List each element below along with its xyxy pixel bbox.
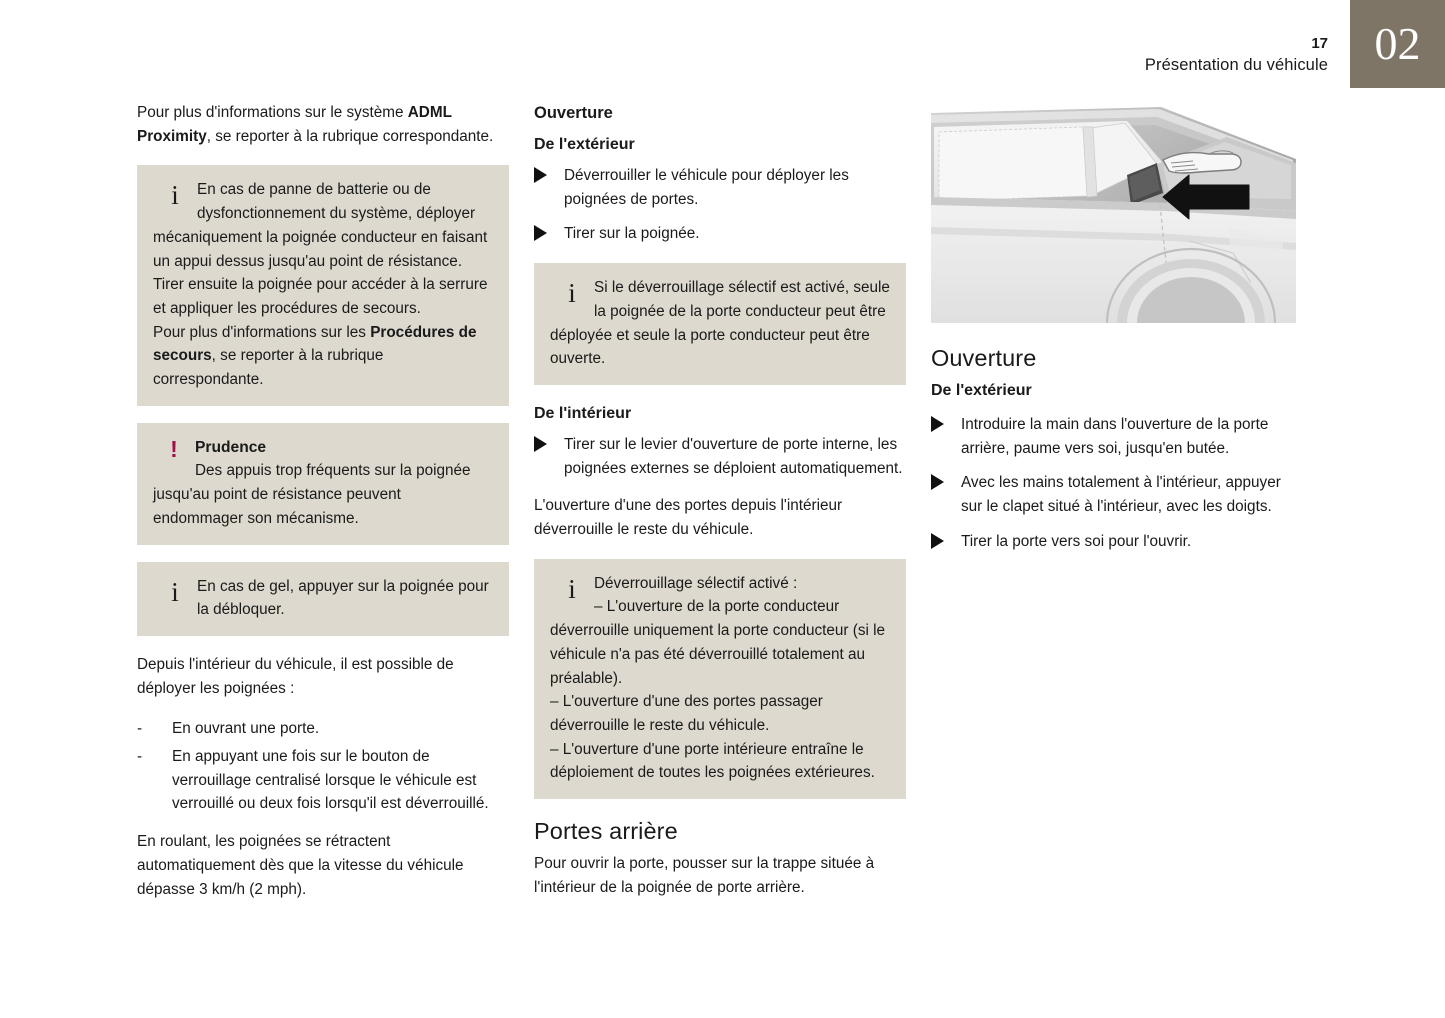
triangle-bullet-icon (534, 436, 547, 452)
paragraph-deploy-handles: Depuis l'intérieur du véhicule, il est possible de déployer les poignées : (137, 655, 454, 697)
caution-box-body: Des appuis trop fréquents sur la poignée jusqu'au point de résistance peuvent endommager son mécanisme. (153, 462, 471, 527)
list-item (931, 530, 1303, 554)
triangle-bullet-icon (931, 474, 944, 490)
heading-de-l-exterieur-col2: De l'extérieur (534, 136, 635, 153)
info-box-selective-unlock-details-text (550, 572, 890, 785)
info-i-icon: i (568, 278, 576, 309)
interior-steps-list-col2 (534, 433, 906, 480)
list-item-label: En appuyant une fois sur le bouton de verrouillage centralisé lorsque le véhicule est verrouillé ou deux fois lorsqu'il est déverrouillé. (172, 748, 489, 813)
exterior-steps-list-col3 (931, 413, 1303, 554)
list-item (931, 471, 1303, 518)
list-item-label: En ouvrant une porte. (172, 720, 320, 738)
content-columns (137, 101, 1303, 901)
exterior-steps-list-col2 (534, 164, 906, 246)
list-item (534, 164, 906, 211)
intro-text-1: Pour plus d'informations sur le système (137, 104, 408, 121)
heading-ouverture-col3: Ouverture (931, 345, 1037, 371)
list-item-label: Tirer sur la poignée. (564, 225, 700, 243)
heading-de-l-exterieur-col3: De l'extérieur (931, 382, 1032, 399)
list-item-label: Tirer la porte vers soi pour l'ouvrir. (961, 532, 1192, 550)
procedures-secours-term: Procédures de secours (153, 323, 477, 365)
info-box-battery-failure (137, 165, 509, 405)
column-3 (931, 101, 1303, 901)
triangle-bullet-icon (534, 225, 547, 241)
info-box-selective-unlock (534, 263, 906, 385)
info-box-selective-unlock-details (534, 559, 906, 799)
rear-door-handle-illustration (931, 101, 1296, 323)
info-box-selective-unlock-text: Si le déverrouillage sélectif est activé, seule la poignée de la porte conducteur peut être déployée et seule la porte conducteur peut être ouverte. (550, 279, 890, 368)
dash-marker: - (137, 720, 143, 738)
list-item (534, 433, 906, 480)
column-1 (137, 101, 509, 901)
list-item-label: Introduire la main dans l'ouverture de la porte arrière, paume vers soi, jusqu'en butée. (961, 416, 1269, 457)
list-item-label: Déverrouiller le véhicule pour déployer les poignées de portes. (564, 167, 849, 208)
list-item (534, 222, 906, 246)
info-i-icon: i (568, 573, 576, 604)
triangle-bullet-icon (931, 533, 944, 549)
paragraph-interior-opening: L'ouverture d'une des portes depuis l'intérieur déverrouille le reste du véhicule. (534, 497, 843, 539)
deploy-methods-list (137, 717, 509, 816)
heading-portes-arriere: Portes arrière (534, 818, 678, 845)
info-box-battery-failure-text (153, 178, 493, 391)
chapter-badge: 02 (1350, 0, 1445, 88)
triangle-bullet-icon (931, 416, 944, 432)
list-item (137, 745, 509, 816)
info-i-icon: i (171, 576, 179, 607)
heading-de-l-interieur-col2: De l'intérieur (534, 404, 632, 422)
page-title: Présentation du véhicule (1144, 56, 1328, 74)
list-item-label: Avec les mains totalement à l'intérieur, appuyer sur le clapet situé à l'intérieur, avec les doigts. (961, 474, 1281, 516)
exclamation-icon: ! (170, 435, 178, 462)
caution-box-prudence (137, 423, 509, 545)
selective-unlock-line-2: – L'ouverture de la porte conducteur déverrouille uniquement la porte conducteur (si le véhicule n'a pas été déverrouillé totalement au préalable). (550, 598, 886, 687)
info-i-icon: i (171, 180, 179, 211)
info-box-frost-text: En cas de gel, appuyer sur la poignée pour la débloquer. (197, 577, 489, 619)
paragraph-portes-arriere: Pour ouvrir la porte, pousser sur la trappe située à l'intérieur de la poignée de porte arrière. (534, 855, 875, 896)
selective-unlock-line-4: – L'ouverture d'une porte intérieure entraîne le déploiement de toutes les poignées extérieures. (550, 740, 875, 782)
adml-proximity-term: ADML Proximity (137, 104, 452, 145)
list-item (137, 717, 509, 741)
selective-unlock-line-3: – L'ouverture d'une des portes passager déverrouille le reste du véhicule. (550, 693, 823, 734)
column-2 (534, 101, 906, 901)
info-box-frost (137, 562, 509, 636)
list-item (931, 413, 1303, 460)
caution-box-title: Prudence (195, 438, 267, 456)
caution-box-prudence-text (153, 436, 493, 531)
list-item-label: Tirer sur le levier d'ouverture de porte interne, les poignées externes se déploient automatiquement. (564, 435, 903, 477)
page-header (0, 0, 1445, 92)
intro-paragraph (137, 101, 509, 148)
paragraph-retract-handles: En roulant, les poignées se rétractent automatiquement dès que la vitesse du véhicule dépasse 3 km/h (2 mph). (137, 833, 464, 898)
info-box-battery-failure-text-3: , se reporter à la rubrique correspondante. (153, 347, 384, 389)
info-box-battery-failure-text-1: En cas de panne de batterie ou de dysfonctionnement du système, déployer mécaniquement la poignée conducteur en faisant un appui dessus jusqu'au point de résistance. Tirer ensuite la poignée pour accéder à la serrure et appliquer les procédures de secours. (153, 181, 488, 317)
info-box-battery-failure-text-2: Pour plus d'informations sur les (153, 323, 371, 341)
dash-marker: - (137, 748, 143, 766)
selective-unlock-line-1: Déverrouillage sélectif activé : (594, 574, 798, 592)
triangle-bullet-icon (534, 167, 547, 183)
intro-text-2: , se reporter à la rubrique correspondante. (206, 127, 494, 145)
page-number: 17 (1311, 35, 1328, 52)
heading-ouverture-col2: Ouverture (534, 104, 613, 122)
header-text-block (1145, 36, 1328, 75)
